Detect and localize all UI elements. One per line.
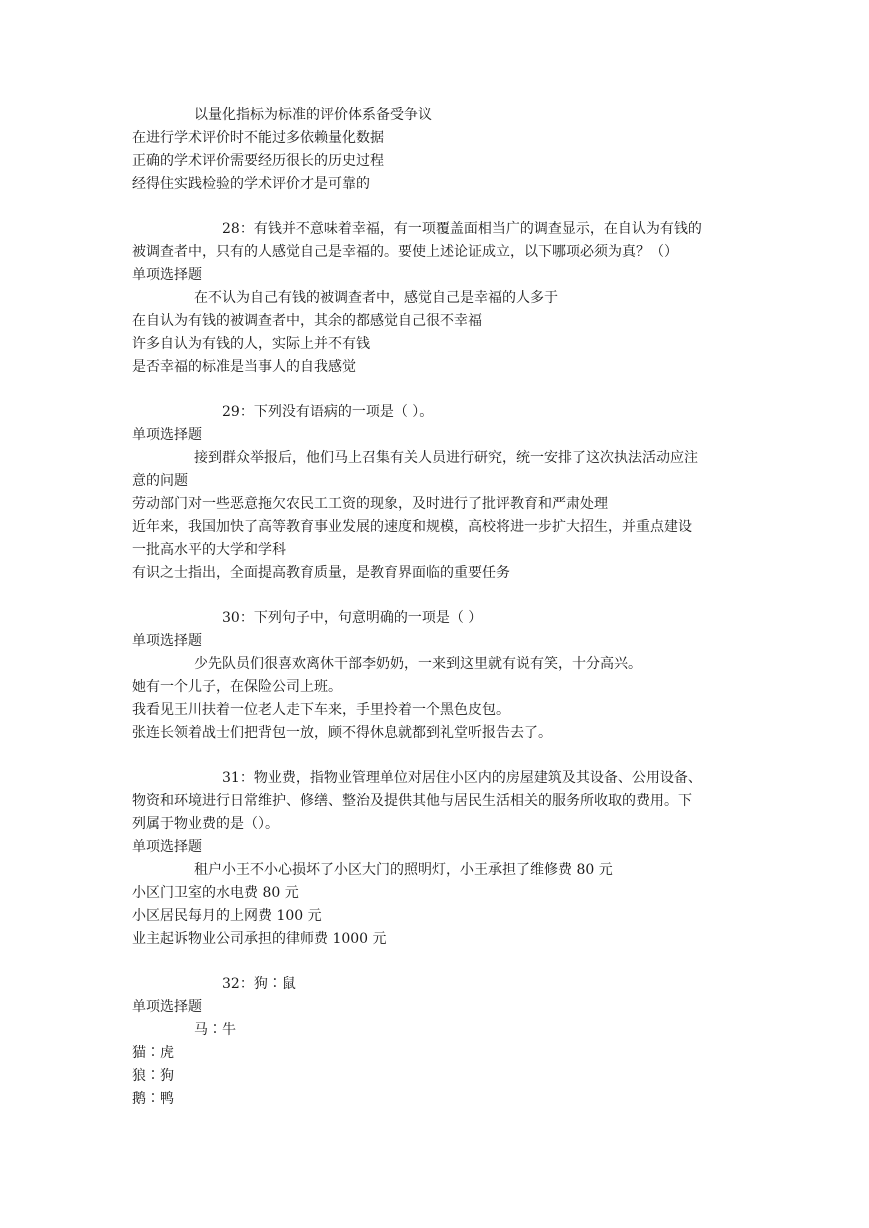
- q32-option-a: 马∶牛: [194, 1022, 236, 1038]
- q31-option-c: 小区居民每月的上网费 100 元: [132, 908, 322, 924]
- q30-stem: 30：下列句子中，句意明确的一项是（ ）: [222, 610, 483, 626]
- q31-question-type: 单项选择题: [132, 839, 202, 855]
- q27-option-c: 正确的学术评价需要经历很长的历史过程: [132, 153, 384, 169]
- q29-option-d: 有识之士指出，全面提高教育质量，是教育界面临的重要任务: [132, 565, 510, 581]
- q31-stem-line-1: 31：物业费，指物业管理单位对居住小区内的房屋建筑及其设备、公用设备、: [222, 770, 702, 786]
- q29-stem: 29：下列没有语病的一项是（ ）。: [222, 404, 434, 420]
- q27-option-b: 在进行学术评价时不能过多依赖量化数据: [132, 130, 384, 146]
- q32-stem: 32：狗∶鼠: [222, 976, 296, 992]
- q28-option-d: 是否幸福的标准是当事人的自我感觉: [132, 359, 356, 375]
- q30-option-c: 我看见王川扶着一位老人走下车来，手里拎着一个黑色皮包。: [132, 702, 510, 718]
- q28-option-c: 许多自认为有钱的人，实际上并不有钱: [132, 336, 370, 352]
- q29-option-a-line-2: 意的问题: [132, 473, 188, 489]
- q30-option-d: 张连长领着战士们把背包一放，顾不得休息就都到礼堂听报告去了。: [132, 725, 552, 741]
- q28-question-type: 单项选择题: [132, 267, 202, 283]
- q28-stem-line-1: 28：有钱并不意味着幸福，有一项覆盖面相当广的调查显示，在自认为有钱的: [222, 221, 702, 237]
- q27-option-d: 经得住实践检验的学术评价才是可靠的: [132, 176, 370, 192]
- q31-stem-line-2: 物资和环境进行日常维护、修缮、整治及提供其他与居民生活相关的服务所收取的费用。下: [132, 793, 692, 809]
- q27-option-a: 以量化指标为标准的评价体系备受争议: [194, 107, 432, 123]
- q29-option-a-line-1: 接到群众举报后，他们马上召集有关人员进行研究，统一安排了这次执法活动应注: [194, 450, 698, 466]
- q28-option-b: 在自认为有钱的被调查者中，其余的都感觉自己很不幸福: [132, 313, 482, 329]
- q29-option-b: 劳动部门对一些恶意拖欠农民工工资的现象，及时进行了批评教育和严肃处理: [132, 496, 608, 512]
- q28-option-a: 在不认为自己有钱的被调查者中，感觉自己是幸福的人多于: [194, 290, 558, 306]
- q30-option-b: 她有一个儿子，在保险公司上班。: [132, 679, 342, 695]
- q31-stem-line-3: 列属于物业费的是（）。: [132, 816, 279, 832]
- q31-option-a: 租户小王不小心损坏了小区大门的照明灯，小王承担了维修费 80 元: [194, 862, 613, 878]
- q32-option-d: 鹅∶鸭: [132, 1091, 174, 1107]
- q29-option-c-line-1: 近年来，我国加快了高等教育事业发展的速度和规模，高校将进一步扩大招生，并重点建设: [132, 519, 692, 535]
- q31-option-d: 业主起诉物业公司承担的律师费 1000 元: [132, 931, 387, 947]
- q30-option-a: 少先队员们很喜欢离休干部李奶奶，一来到这里就有说有笑，十分高兴。: [194, 656, 642, 672]
- q31-option-b: 小区门卫室的水电费 80 元: [132, 885, 299, 901]
- q30-question-type: 单项选择题: [132, 633, 202, 649]
- q32-question-type: 单项选择题: [132, 999, 202, 1015]
- q29-option-c-line-2: 一批高水平的大学和学科: [132, 542, 286, 558]
- q32-option-b: 猫∶虎: [132, 1045, 174, 1061]
- q29-question-type: 单项选择题: [132, 427, 202, 443]
- q28-stem-line-2: 被调查者中，只有的人感觉自己是幸福的。要使上述论证成立，以下哪项必须为真？（）: [132, 244, 678, 260]
- q32-option-c: 狼∶狗: [132, 1068, 174, 1084]
